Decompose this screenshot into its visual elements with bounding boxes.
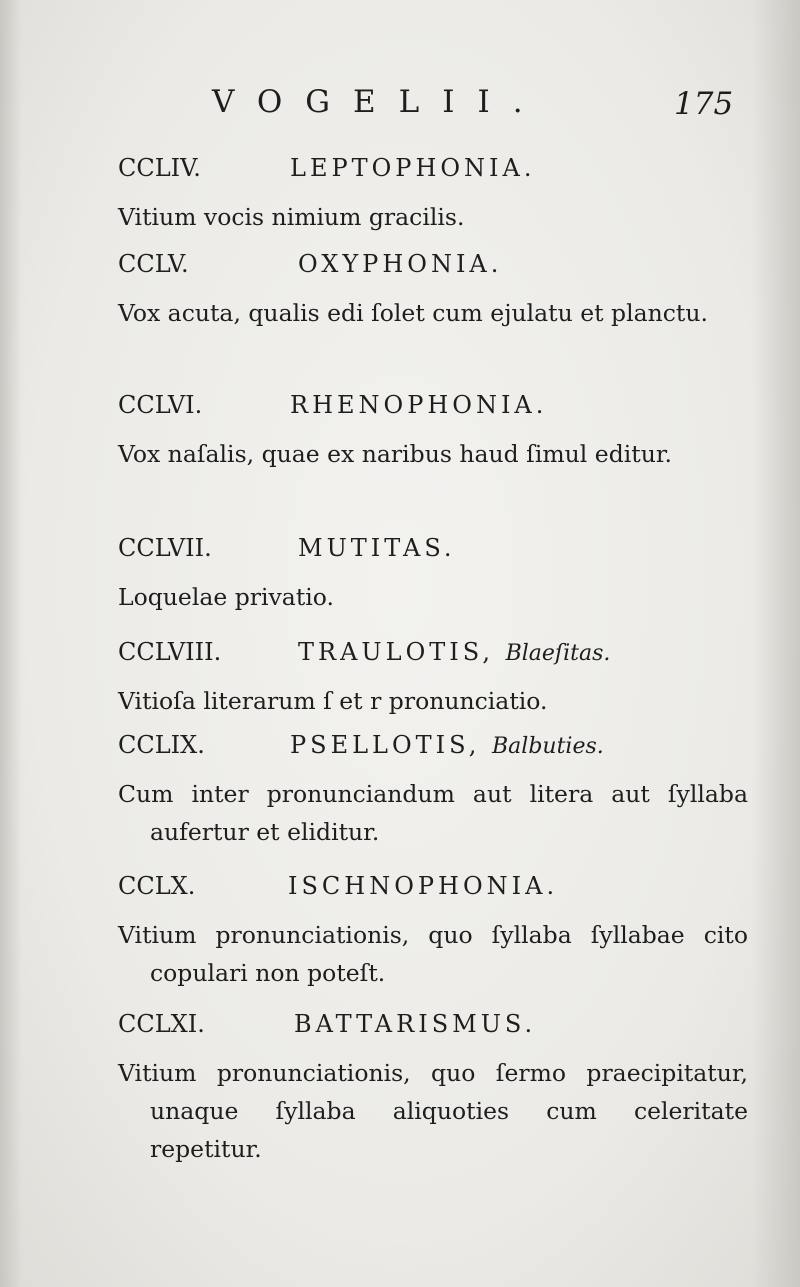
- entry-cclx: [118, 866, 748, 992]
- entry-definition: Vitium vocis nimium gracilis.: [118, 203, 465, 231]
- entry-term: [294, 1004, 536, 1044]
- entry-number: CCLVIII.: [118, 638, 222, 666]
- entry-definition: Vox naſalis, quae ex naribus haud ſimul editur.: [118, 440, 672, 468]
- entry-heading: [118, 385, 748, 427]
- term-gloss: Balbuties.: [492, 734, 604, 759]
- entry-cclIV: [118, 148, 748, 236]
- entry-definition: Vitioſa literarum ſ et r pronunciatio.: [118, 687, 548, 715]
- term-name: ISCHNOPHONIA.: [288, 872, 559, 900]
- entry-cclv: [118, 244, 748, 332]
- page-number: 175: [674, 86, 734, 122]
- term-name: TRAULOTIS,: [298, 638, 494, 666]
- entry-number: CCLIX.: [118, 731, 205, 759]
- entry-term: [290, 725, 604, 767]
- entry-heading: [118, 725, 748, 767]
- entry-number: CCLV.: [118, 250, 189, 278]
- entry-heading: [118, 148, 748, 190]
- entry-cclvi: [118, 385, 748, 473]
- entry-heading: [118, 866, 748, 908]
- entry-term: [290, 385, 547, 425]
- term-name: BATTARISMUS.: [294, 1010, 537, 1038]
- entry-term: [288, 866, 558, 906]
- entry-number: CCLX.: [118, 872, 196, 900]
- running-head: VOGELII.: [212, 84, 546, 120]
- entry-cclvii: [118, 528, 748, 616]
- entry-term: [290, 148, 535, 188]
- entry-term: [298, 632, 610, 674]
- term-name: RHENOPHONIA.: [290, 391, 548, 419]
- entry-number: CCLVII.: [118, 534, 212, 562]
- entry-definition: Vox acuta, qualis edi ſolet cum ejulatu et planctu.: [118, 299, 708, 327]
- entry-definition: Vitium pronunciationis, quo ſyllaba ſyllabae cito copulari non poteſt.: [118, 921, 748, 987]
- page-edge-shadow: [752, 0, 800, 1287]
- entry-cclix: [118, 725, 748, 851]
- entry-heading: [118, 528, 748, 570]
- page-gutter-shadow: [0, 0, 22, 1287]
- entry-heading: [118, 1004, 748, 1046]
- entry-definition: Loquelae privatio.: [118, 583, 334, 611]
- entry-cclxi: [118, 1004, 748, 1168]
- entry-definition: Vitium pronunciationis, quo ſermo praecipitatur, unaque ſyllaba aliquoties cum celeritate repetitur.: [118, 1059, 748, 1163]
- entry-term: [298, 528, 456, 568]
- term-name: MUTITAS.: [298, 534, 456, 562]
- entry-number: CCLIV.: [118, 154, 201, 182]
- entry-number: CCLXI.: [118, 1010, 205, 1038]
- entry-cclviii: [118, 632, 748, 720]
- page-header: [212, 82, 742, 132]
- term-name: LEPTOPHONIA.: [290, 154, 536, 182]
- entry-heading: [118, 632, 748, 674]
- entry-definition: Cum inter pronunciandum aut litera aut ſyllaba aufertur et eliditur.: [118, 780, 748, 846]
- term-name: OXYPHONIA.: [298, 250, 503, 278]
- term-name: PSELLOTIS,: [290, 731, 481, 759]
- entry-heading: [118, 244, 748, 286]
- term-gloss: Blaeſitas.: [505, 641, 611, 666]
- entry-term: [298, 244, 502, 284]
- entry-number: CCLVI.: [118, 391, 203, 419]
